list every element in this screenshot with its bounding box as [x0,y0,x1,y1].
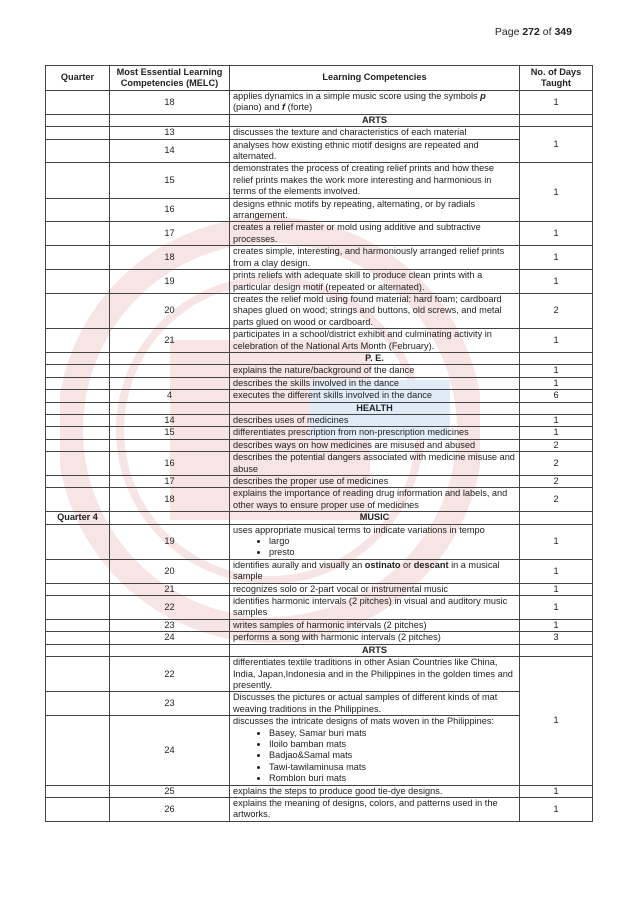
table-row [46,797,593,821]
days-cell: 1 [520,163,593,222]
melc-cell: 15 [110,163,230,198]
days-cell: 1 [520,127,593,163]
days-cell: 6 [520,390,593,402]
competency-cell: differentiates prescription from non-prescription medicines [230,427,520,439]
melc-cell: 15 [110,427,230,439]
table-row [46,476,593,488]
days-cell: 1 [520,559,593,583]
melc-cell: 23 [110,619,230,631]
competency-cell: explains the nature/background of the dance [230,365,520,377]
competency-cell: explains the importance of reading drug information and labels, and other ways to ensure proper use of medicines [230,488,520,512]
table-row [46,163,593,198]
section-row [46,114,593,126]
table-row [46,439,593,451]
days-cell: 1 [520,427,593,439]
days-cell: 1 [520,524,593,559]
melc-cell [110,365,230,377]
table-row [46,293,593,328]
header-quarter: Quarter [46,66,110,91]
competency-cell: describes the skills involved in the dance [230,377,520,389]
melc-cell: 17 [110,476,230,488]
days-cell: 1 [520,596,593,620]
days-cell: 1 [520,377,593,389]
competency-cell: describes the potential dangers associated with medicine misuse and abuse [230,452,520,476]
table-row [46,596,593,620]
melc-cell: 18 [110,246,230,270]
days-cell: 1 [520,619,593,631]
competency-cell: recognizes solo or 2-part vocal or instrumental music [230,583,520,595]
competency-cell: describes the proper use of medicines [230,476,520,488]
competency-cell: prints reliefs with adequate skill to produce clean prints with a particular design motif (repeated or alternated). [230,270,520,294]
competency-cell: uses appropriate musical terms to indicate variations in tempo • largo • presto [230,524,520,559]
competency-cell: analyses how existing ethnic motif designs are repeated and alternated. [230,139,520,163]
competency-cell: creates a relief master or mold using additive and subtractive processes. [230,222,520,246]
table-row [46,785,593,797]
melc-cell: 23 [110,692,230,716]
section-row [46,512,593,524]
quarter-cell: Quarter 4 [46,512,110,524]
days-cell: 1 [520,222,593,246]
table-row [46,377,593,389]
melc-cell: 4 [110,390,230,402]
competency-cell: discusses the texture and characteristics of each material [230,127,520,139]
table-row [46,139,593,163]
days-cell: 1 [520,91,593,115]
melc-cell: 20 [110,559,230,583]
table-row [46,657,593,692]
table-row [46,619,593,631]
melc-cell: 25 [110,785,230,797]
table-row [46,91,593,115]
section-label: MUSIC [230,512,520,524]
header-row [46,66,593,91]
melc-cell: 18 [110,488,230,512]
competency-cell: explains the steps to produce good tie-dye designs. [230,785,520,797]
bullet-list [233,536,516,559]
list-item: • Badjao&Samal mats [269,750,516,761]
melc-cell: 16 [110,198,230,222]
section-row [46,352,593,364]
table-row [46,716,593,785]
section-label: P. E. [230,352,520,364]
competency-cell: describes ways on how medicines are misused and abused [230,439,520,451]
header-competencies: Learning Competencies [230,66,520,91]
melc-cell: 19 [110,524,230,559]
competency-cell: identifies harmonic intervals (2 pitches) in visual and auditory music samples [230,596,520,620]
section-label: ARTS [230,114,520,126]
melc-cell: 17 [110,222,230,246]
days-cell: 1 [520,414,593,426]
competency-cell: executes the different skills involved in the dance [230,390,520,402]
competency-cell: describes uses of medicines [230,414,520,426]
days-cell: 1 [520,365,593,377]
table-row [46,414,593,426]
table-row [46,488,593,512]
table-row [46,559,593,583]
section-row [46,644,593,656]
table-row [46,427,593,439]
days-cell: 2 [520,476,593,488]
days-cell: 2 [520,439,593,451]
days-cell: 1 [520,329,593,353]
table-row [46,524,593,559]
melc-cell: 21 [110,329,230,353]
table-row [46,246,593,270]
list-item: • Iloilo bamban mats [269,739,516,750]
table-row [46,222,593,246]
competency-cell: performs a song with harmonic intervals (2 pitches) [230,632,520,644]
days-cell: 1 [520,270,593,294]
list-item: • Basey, Samar buri mats [269,728,516,739]
section-row [46,402,593,414]
melc-cell: 16 [110,452,230,476]
competency-cell: discusses the intricate designs of mats woven in the Philippines: • Basey, Samar buri mats • Iloilo bamban mats • Badjao&Samal mats • Tawi-tawilaminusa mats • Romblon buri mats [230,716,520,785]
table-row [46,452,593,476]
competency-cell: explains the meaning of designs, colors, and patterns used in the artworks. [230,797,520,821]
melc-cell: 19 [110,270,230,294]
melc-cell: 26 [110,797,230,821]
melc-cell: 24 [110,716,230,785]
table-row [46,198,593,222]
melc-cell [110,377,230,389]
table-row [46,583,593,595]
days-cell: 2 [520,488,593,512]
competency-cell: differentiates textile traditions in other Asian Countries like China, India, Japan,Indonesia and in the Philippines in the golden times and presently. [230,657,520,692]
table-row [46,329,593,353]
table-row [46,390,593,402]
days-cell: 1 [520,785,593,797]
competency-cell: identifies aurally and visually an ostinato or descant in a musical sample [230,559,520,583]
melc-cell: 22 [110,657,230,692]
table-row [46,365,593,377]
days-cell: 1 [520,246,593,270]
competency-cell: creates simple, interesting, and harmoniously arranged relief prints from a clay design. [230,246,520,270]
list-item: • Tawi-tawilaminusa mats [269,762,516,773]
competency-cell: creates the relief mold using found material: hard foam; cardboard shapes glued on wood; strings and buttons, old screws, and metal parts glued on wood or cardboard. [230,293,520,328]
page-number: Page 272 of 349 [494,26,572,38]
days-cell: 2 [520,452,593,476]
list-item: • presto [269,547,516,558]
melc-cell: 24 [110,632,230,644]
section-label: ARTS [230,644,520,656]
competency-cell: writes samples of harmonic intervals (2 pitches) [230,619,520,631]
melc-cell: 22 [110,596,230,620]
melc-cell: 21 [110,583,230,595]
days-cell: 1 [520,583,593,595]
list-item: • largo [269,536,516,547]
melc-cell: 14 [110,139,230,163]
days-cell: 2 [520,293,593,328]
table-row [46,127,593,139]
list-item: • Romblon buri mats [269,773,516,784]
bullet-list [233,728,516,785]
competency-cell: demonstrates the process of creating relief prints and how these relief prints makes the work more interesting and harmonious in terms of the elements involved. [230,163,520,198]
quarter-cell [46,91,110,115]
header-melc: Most Essential Learning Competencies (MELC) [110,66,230,91]
days-cell: 1 [520,797,593,821]
table-row [46,692,593,716]
days-cell: 3 [520,632,593,644]
melc-cell: 13 [110,127,230,139]
competency-cell: Discusses the pictures or actual samples of different kinds of mat weaving traditions in the Philippines. [230,692,520,716]
competency-cell: applies dynamics in a simple music score using the symbols p (piano) and f (forte) [230,91,520,115]
competency-cell: participates in a school/district exhibit and culminating activity in celebration of the National Arts Month (February). [230,329,520,353]
competency-cell: designs ethnic motifs by repeating, alternating, or by radials arrangement. [230,198,520,222]
table-row [46,632,593,644]
section-label: HEALTH [230,402,520,414]
competency-table [45,65,593,822]
melc-cell: 14 [110,414,230,426]
melc-cell: 18 [110,91,230,115]
melc-cell: 20 [110,293,230,328]
header-days: No. of Days Taught [520,66,593,91]
days-cell: 1 [520,657,593,785]
melc-cell [110,439,230,451]
table-row [46,270,593,294]
